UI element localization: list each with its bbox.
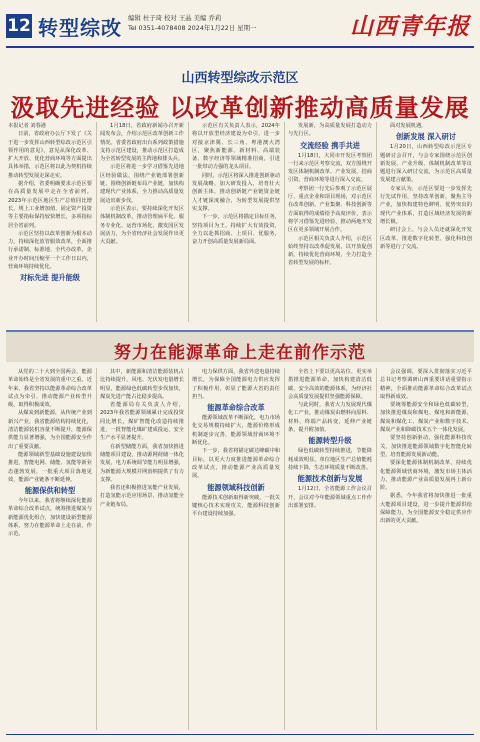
subheading: 能源保供和转型 bbox=[24, 486, 76, 496]
subheading: 能源转型升级 bbox=[308, 436, 352, 446]
column-divider bbox=[96, 122, 97, 322]
paragraph: 下一步，我省将锚定碳达峰碳中和目标，以更大力度推进能源革命综合改革试点，推动能源产业高质量发展。 bbox=[192, 448, 280, 480]
paragraph: 面对发展机遇。 bbox=[390, 123, 427, 129]
paragraph: 绿色低碳转型持续推进，节能降耗成效明显，单位地区生产总值能耗持续下降，生态环境质量不断改善。 bbox=[288, 448, 372, 471]
paragraph: 与此同时，我省大力发展现代煤化工产业，推动煤炭由燃料向原料、材料、终端产品转变，延伸产业链条，提升附加值。 bbox=[288, 402, 372, 434]
header-rule bbox=[6, 46, 474, 48]
column-divider bbox=[284, 122, 285, 322]
page-number: 12 bbox=[7, 16, 31, 36]
paragraph: 日前，省政府办公厅下发了《关于进一步发挥山西转型综改示范区引领作用的意见》，意见从深化改革、扩大开放、优化营商环境等方面提出具体举措，示范区将以此为契机持续推动转型发展走深走实。 bbox=[8, 131, 92, 179]
article1-column-4 bbox=[288, 122, 372, 322]
section-title: 转型综改 bbox=[38, 16, 122, 40]
paragraph: 省能源局有关负责人介绍，2023年我省能源领域累计完成投资同比增长，煤矿智能化改造持续推进，一批智能化煤矿建成投运，安全生产水平显著提升。 bbox=[100, 402, 184, 442]
paragraph: 专家认为，示范区要进一步发挥先行先试作用，坚持改革创新，聚焦主导产业，加快构建特色鲜明、优势突出的现代产业体系，打造区域经济发展的新增长极。 bbox=[380, 185, 472, 225]
paragraph: 要坚持创新驱动，强化能源科技攻关，加快推进能源领域数字化智能化转型，培育能源发展新动能。 bbox=[380, 435, 472, 458]
paragraph: 电力保供方面，我省外送电量持续增长，为保障全国能源电力供应发挥了积极作用，彰显了能源大省的责任担当。 bbox=[192, 369, 280, 400]
paragraph: 同时，示范区将深入推进创新驱动发展战略，加大研发投入，培育壮大创新主体，推动创新链产业链资金链人才链深度融合，为转型发展提供坚实支撑。 bbox=[192, 172, 280, 212]
footer-rule bbox=[6, 734, 474, 735]
paragraph: 我省还积极推进氢能产业发展，打造氢能示范应用场景，推动氢能全产业链布局。 bbox=[100, 485, 184, 508]
paragraph: 下一步，示范区将锚定目标任务，坚持项目为王，持续扩大有效投资，全力以赴抓招商、上项目、优服务，奋力开创高质量发展新局面。 bbox=[192, 214, 280, 246]
article1-column-1 bbox=[8, 122, 92, 322]
article2-column-4 bbox=[288, 368, 372, 730]
paragraph: 在新型储能方面，我省加快推进储能项目建设，推动源网荷储一体化发展，电力系统调节能力明显增强，为新能源大规模并网消纳提供了有力支撑。 bbox=[100, 443, 184, 483]
column-divider bbox=[188, 368, 189, 730]
article2-column-3 bbox=[192, 368, 280, 730]
paragraph: 示范区有关负责人表示，2024年将以开放型经济建设为牵引，进一步对接京津冀、长三角、粤港澳大湾区，聚焦新能源、新材料、高端装备、数字经济等领域精准招商，引进一批带动力强的龙头项目。 bbox=[192, 123, 280, 171]
byline: 本报记者 刘春港 bbox=[8, 123, 46, 129]
column-divider bbox=[188, 122, 189, 322]
column-divider bbox=[96, 368, 97, 730]
paragraph: 示范区表示，要持续深化开发区体制机制改革，推动管理扁平化、服务专业化、运营市场化，激发园区发展活力，为全省经济社会发展作出更大贡献。 bbox=[100, 205, 184, 246]
paragraph: 今年以来，我省将继续深化能源革命综合改革试点，统筹推进煤炭与新能源优化组合，加快建设新型能源体系，努力在能源革命上走在前、作示范。 bbox=[8, 498, 92, 538]
editor-info bbox=[128, 13, 256, 33]
article-headline: 汲取先进经验 以改革创新推动高质量发展 bbox=[10, 94, 470, 122]
subheading: 创新发展 深入研讨 bbox=[395, 132, 456, 142]
article2-headline: 努力在能源革命上走在前作示范 bbox=[114, 343, 366, 363]
article2-column-2 bbox=[100, 368, 184, 730]
column-divider bbox=[376, 368, 377, 730]
date-line: Tel 0351-4078408 2024年1月22日 星期一 bbox=[128, 24, 257, 32]
paragraph: 从煤炭到新能源，从传统产业到新兴产业，我省能源结构持续优化，清洁能源装机容量不断提升，能源保供能力显著增强，为全国能源安全作出了重要贡献。 bbox=[8, 410, 92, 450]
article2-column-1 bbox=[8, 368, 92, 730]
article2-banner bbox=[6, 330, 474, 362]
paragraph: 1月20日，山西转型综改示范区专题研讨会召开，与会专家围绕示范区创新发展、产业升级、体制机制改革等议题进行深入研讨交流，为示范区高质量发展建言献策。 bbox=[380, 144, 472, 184]
column-divider bbox=[284, 368, 285, 730]
paragraph: 能源技术创新取得新突破，一批关键核心技术实现攻关，能源科技创新平台建设持续加强。 bbox=[192, 494, 280, 518]
paragraph: 示范区将进一步学习借鉴先进地区经验做法，围绕产业链部署创新链、围绕创新链布局产业链，加快构建现代产业体系，全力推动高质量发展迈出新步伐。 bbox=[100, 164, 184, 204]
paragraph: 能源领域新型基础设施建设加快推进，智能电网、储能、氢能等新业态蓬勃发展，一批重大项目落地见效，能源产业链条不断延伸。 bbox=[8, 451, 92, 483]
paragraph: 从党的二十大到全国两会，能源革命始终是全省发展的重中之重。近年来，我省坚持以能源革命综合改革试点为牵引，推动能源产业转型升级，取得积极成效。 bbox=[8, 369, 92, 409]
paragraph: 其中，新能源和清洁能源装机占比持续提升，风电、光伏发电量增长明显，能源绿色低碳转型步伐加快，煤炭先进产能占比稳步提高。 bbox=[100, 369, 184, 400]
paragraph: 研讨会上，与会人员还就深化开发区改革、推进数字化转型、强化科技创新等进行了交流。 bbox=[380, 227, 472, 250]
subheading: 能源技术创新与发展 bbox=[297, 474, 363, 484]
paragraph: 据悉，今年我省将加快推进一批重大能源项目建设，进一步提升能源供给保障能力，为全国能源安全稳定供应作出新的更大贡献。 bbox=[380, 493, 472, 525]
paragraph: 1月12日，全省能源工作会议召开，会议对今年能源领域重点工作作出部署安排。 bbox=[288, 486, 372, 509]
article1-column-5 bbox=[380, 122, 472, 322]
article2-column-5 bbox=[380, 368, 472, 730]
article1-column-3 bbox=[192, 122, 280, 322]
paragraph: 要统筹能源安全和绿色低碳转型，加快推进煤炭和煤电、煤电和新能源、煤炭和煤化工、煤炭产业和数字技术、煤炭产业和降碳技术五个一体化发展。 bbox=[380, 402, 472, 434]
paragraph: 示范区坚持以改革创新为根本动力，持续深化放管服效改革，全面推行承诺制、标准地、全代办改革，企业开办时间压缩至一个工作日以内，营商环境持续优化。 bbox=[8, 230, 92, 271]
subheading: 交流经验 携手共进 bbox=[299, 140, 360, 150]
paragraph: 1月18日，大同市开发区考察团一行来示范区考察交流，双方围绕开发区体制机制改革、产业发展、招商引资、营商环境等进行深入交流。 bbox=[288, 152, 372, 184]
editor-line: 编辑 杜子琦 校对 王晶 美编 乔莉 bbox=[128, 14, 222, 22]
subheading: 能源领域科技创新 bbox=[207, 482, 265, 492]
subheading: 对标先进 提升能级 bbox=[19, 273, 80, 283]
paragraph: 考察团一行先后参观了示范区展厅、重点企业和项目现场，对示范区在改革创新、产业集聚、科技创新等方面取得的成绩给予高度评价，表示将学习借鉴先进经验，推动两地开发区在更多领域开展合作。 bbox=[288, 185, 372, 234]
paragraph: 1月18日，省政府新闻办召开新闻发布会，介绍示范区改革创新工作情况。省委省政府出台系列政策措施支持示范区建设，推动示范区打造成为全省转型发展的主阵地和排头兵。 bbox=[100, 123, 184, 163]
paragraph: 会议强调，要深入贯彻落实习近平总书记考察调研山西重要讲话重要指示精神，全面推动能源革命综合改革试点取得新成效。 bbox=[380, 369, 472, 400]
paragraph: 发展新，为高质量发展打造动力与先行区。 bbox=[288, 123, 372, 138]
paragraph: 要深化能源体制机制改革，持续优化能源领域营商环境，激发市场主体活力，推动能源产业高质量发展再上新台阶。 bbox=[380, 460, 472, 492]
paragraph: 示范区相关负责人介绍，示范区始终坚持以改革促发展、以开放促创新，持续优化营商环境，全力打造全省转型发展的标杆。 bbox=[288, 235, 372, 267]
paragraph: 能源领域改革不断深化，电力市场化交易规模持续扩大，能源价格形成机制逐步完善，能源领域营商环境不断优化。 bbox=[192, 415, 280, 447]
paragraph: 据介绍，省委明确要求示范区要在高质量发展中走在全省前列。2023年示范区地区生产总值同比增长，规上工业增加值、固定资产投资等主要指标保持较快增长，多项指标居全省前列。 bbox=[8, 181, 92, 229]
newspaper-masthead: 山西青年报 bbox=[350, 13, 470, 40]
article-kicker: 山西转型综改示范区 bbox=[181, 71, 299, 86]
column-divider bbox=[376, 122, 377, 322]
paragraph: 全省上下要以更高站位、更实举措推进能源革命，加快构建清洁低碳、安全高效的能源体系，为经济社会高质量发展提供坚强能源保障。 bbox=[288, 369, 372, 400]
subheading: 能源革命综合改革 bbox=[207, 403, 265, 413]
article1-column-2 bbox=[100, 122, 184, 322]
page-header bbox=[6, 6, 474, 46]
